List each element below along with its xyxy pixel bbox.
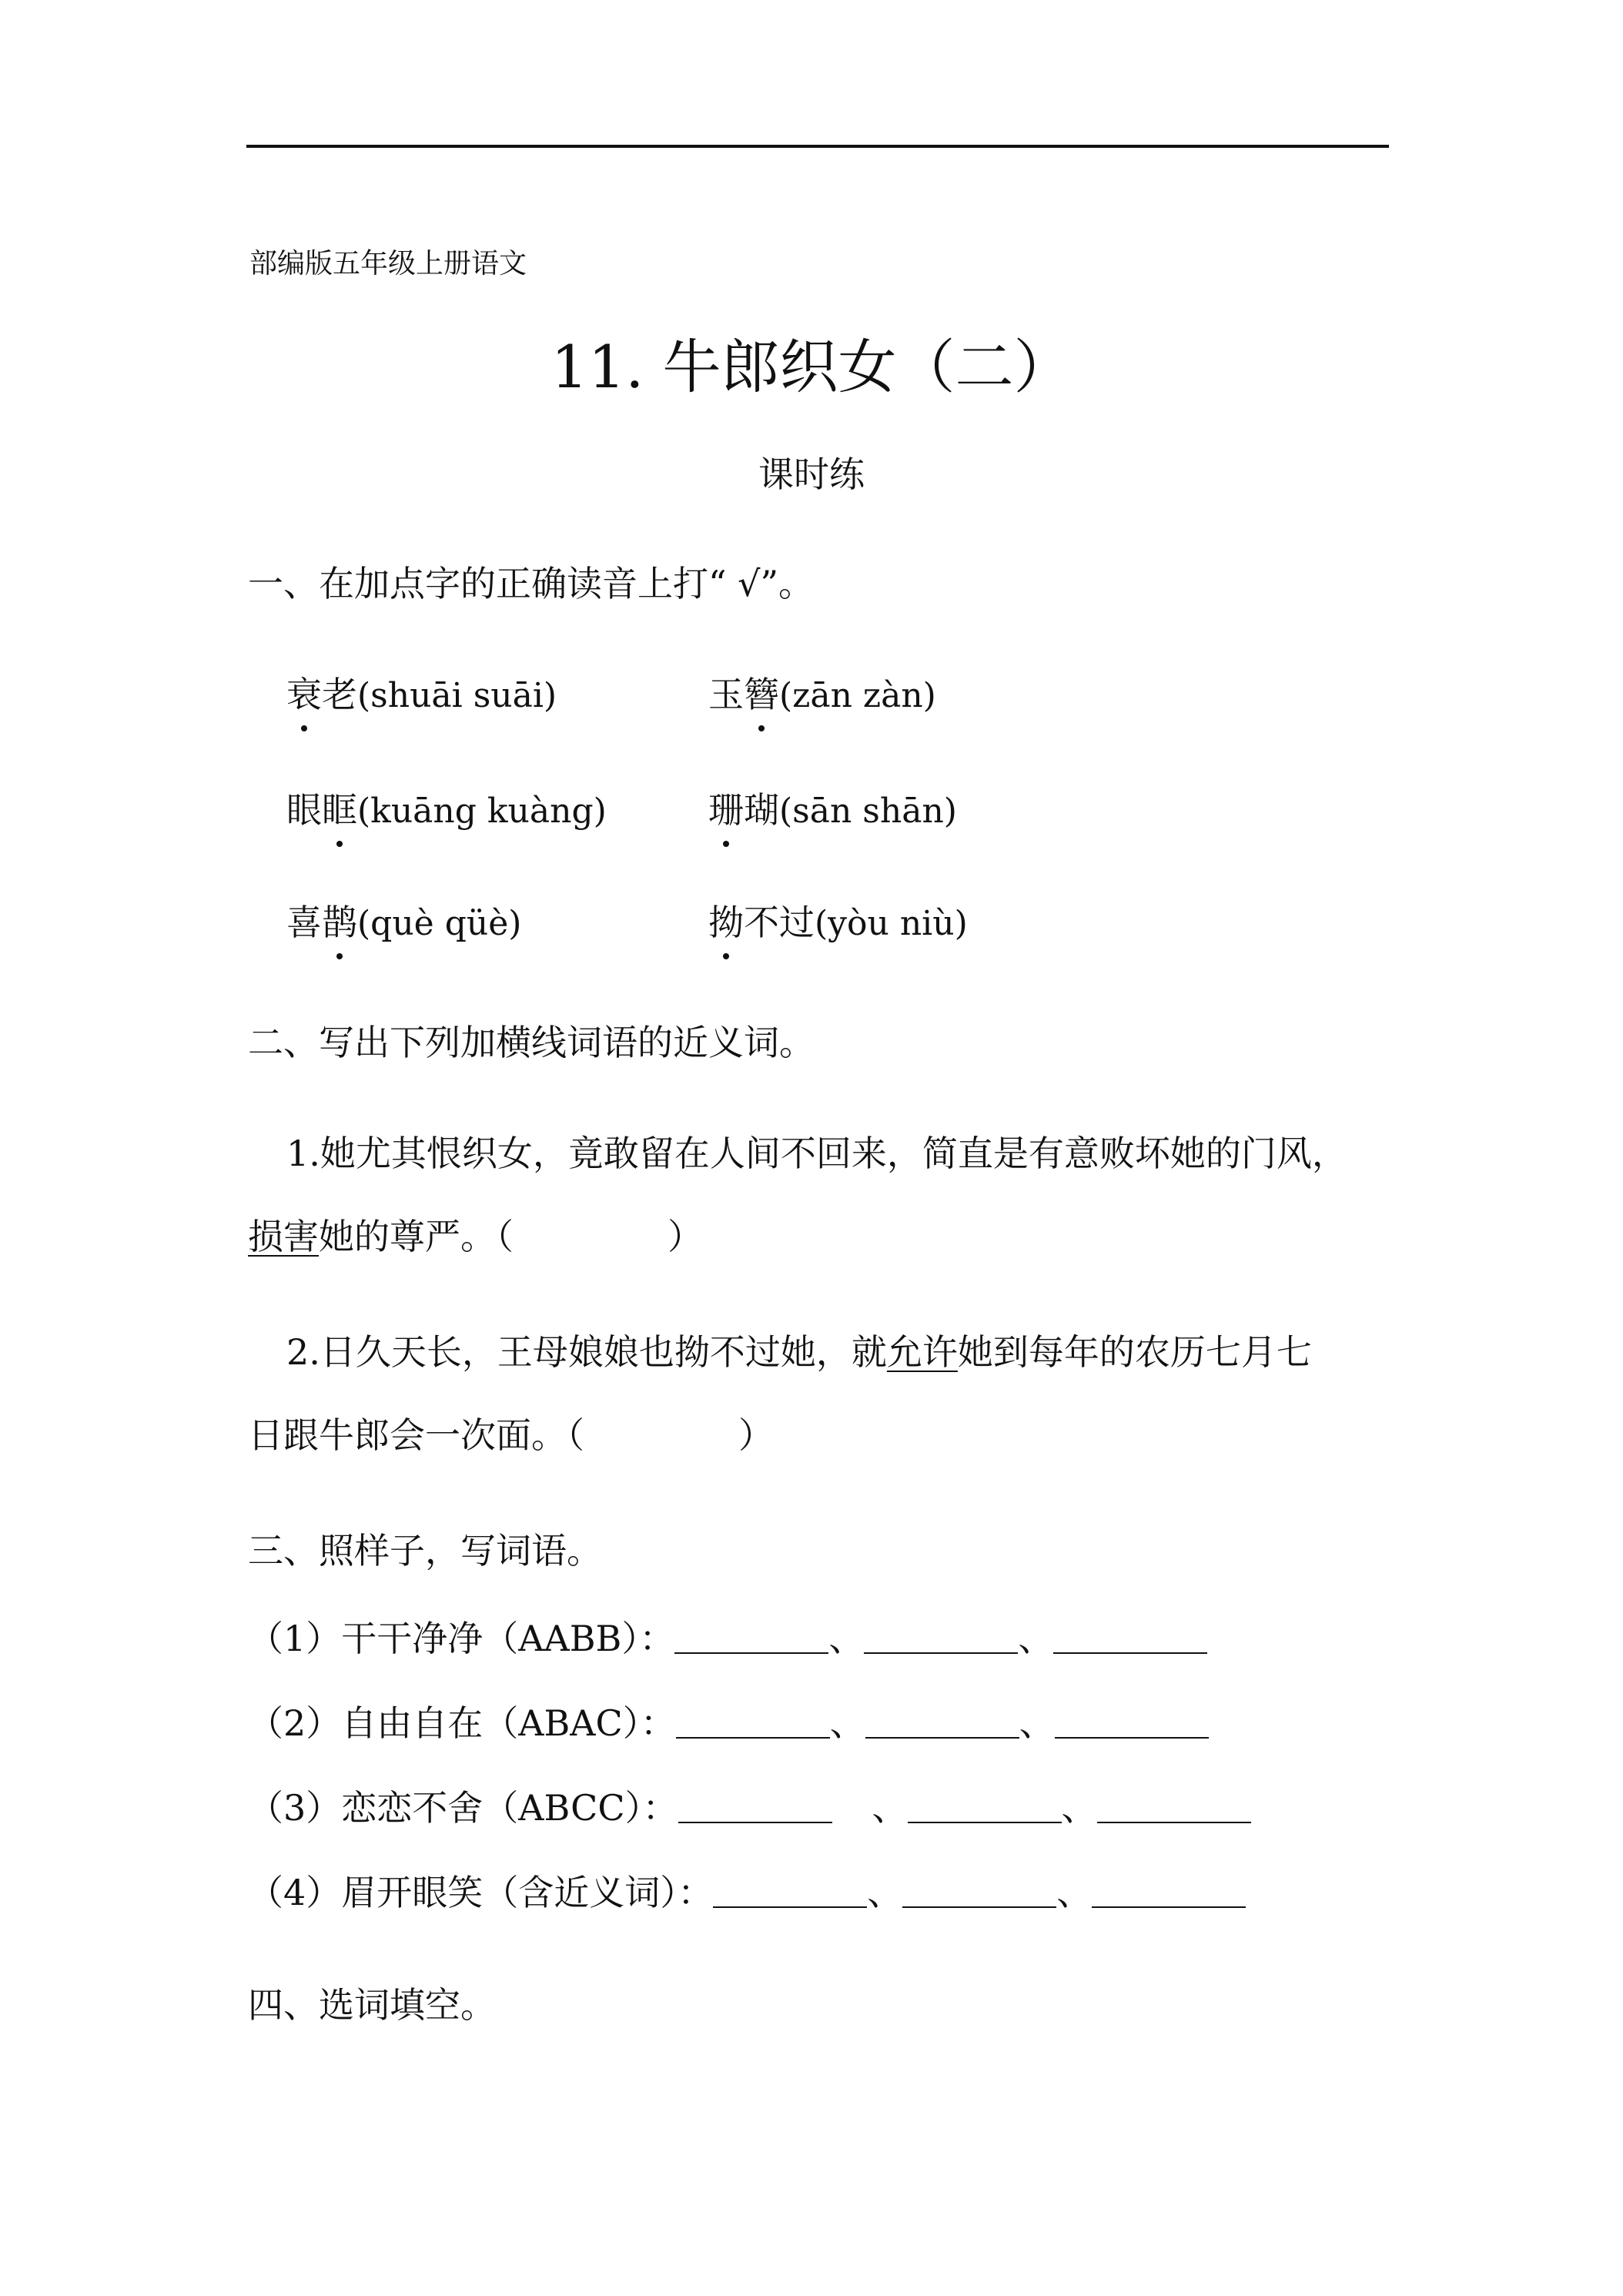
dotted-char: 珊 — [708, 782, 744, 833]
fill-blank[interactable] — [908, 1822, 1062, 1823]
q4-heading: 四、选词填空。 — [248, 1984, 496, 2026]
fill-blank[interactable] — [674, 1652, 828, 1654]
fill-blank[interactable] — [713, 1906, 867, 1908]
fill-blank[interactable] — [902, 1906, 1056, 1908]
q1-heading: 一、在加点字的正确读音上打“ √”。 — [248, 563, 814, 604]
q1-item-1: 衰老(shuāi suāi) — [286, 667, 557, 718]
pinyin-options: (shuāi suāi) — [357, 676, 557, 715]
fill-blank[interactable] — [1053, 1652, 1207, 1654]
document-subtitle: 部编版五年级上册语文 — [249, 248, 527, 279]
fill-blank[interactable] — [676, 1737, 830, 1739]
fill-blank[interactable] — [864, 1652, 1018, 1654]
q3-heading: 三、照样子，写词语。 — [248, 1530, 602, 1571]
pinyin-options: (sān shān) — [779, 792, 957, 831]
dotted-char: 鹊 — [322, 895, 357, 946]
pinyin-options: (yòu niù) — [815, 904, 968, 943]
q1-item-6: 拗不过(yòu niù) — [708, 895, 968, 946]
fill-blank[interactable] — [865, 1737, 1019, 1739]
q3-row-1: （1）干干净净（AABB）： 、 、 — [248, 1611, 1207, 1662]
q3-row-4: （4）眉开眼笑（含近义词）： 、 、 — [248, 1865, 1246, 1916]
pinyin-options: (kuāng kuàng) — [357, 792, 607, 831]
q1-item-4: 珊瑚(sān shān) — [708, 782, 957, 833]
page-title: 11. 牛郎织女（二） — [550, 333, 1073, 401]
header-rule — [246, 145, 1389, 148]
pinyin-options: (què qüè) — [357, 904, 522, 943]
fill-blank[interactable] — [1092, 1906, 1246, 1908]
pinyin-options: (zān zàn) — [779, 676, 936, 715]
fill-blank[interactable] — [1055, 1737, 1209, 1739]
q1-item-3: 眼眶(kuāng kuàng) — [286, 782, 607, 833]
dotted-char: 眶 — [322, 782, 357, 833]
q3-row-3: （3）恋恋不舍（ABCC）： 、 、 — [248, 1780, 1251, 1831]
underlined-word: 允许 — [886, 1331, 958, 1373]
q2-sentence-1-line-2: 损害她的尊严。（ ） — [248, 1216, 703, 1257]
q2-sentence-2-line-2: 日跟牛郎会一次面。（ ） — [248, 1414, 774, 1456]
q2-sentence-1-line-1: 1.她尤其恨织女，竟敢留在人间不回来，简直是有意败坏她的门风， — [286, 1133, 1347, 1174]
q1-item-2: 玉簪(zān zàn) — [708, 667, 936, 718]
dotted-char: 衰 — [286, 667, 322, 718]
q3-row-2: （2）自由自在（ABAC）： 、 、 — [248, 1695, 1209, 1746]
lesson-type: 课时练 — [758, 454, 865, 495]
fill-blank[interactable] — [1097, 1822, 1251, 1823]
dotted-char: 簪 — [744, 667, 779, 718]
q1-item-5: 喜鹊(què qüè) — [286, 895, 521, 946]
q2-heading: 二、写出下列加横线词语的近义词。 — [248, 1022, 815, 1063]
underlined-word: 损害 — [248, 1216, 319, 1257]
q2-sentence-2-line-1: 2.日久天长，王母娘娘也拗不过她，就允许她到每年的农历七月七 — [286, 1331, 1312, 1373]
dotted-char: 拗 — [708, 895, 744, 946]
fill-blank[interactable] — [678, 1822, 832, 1823]
